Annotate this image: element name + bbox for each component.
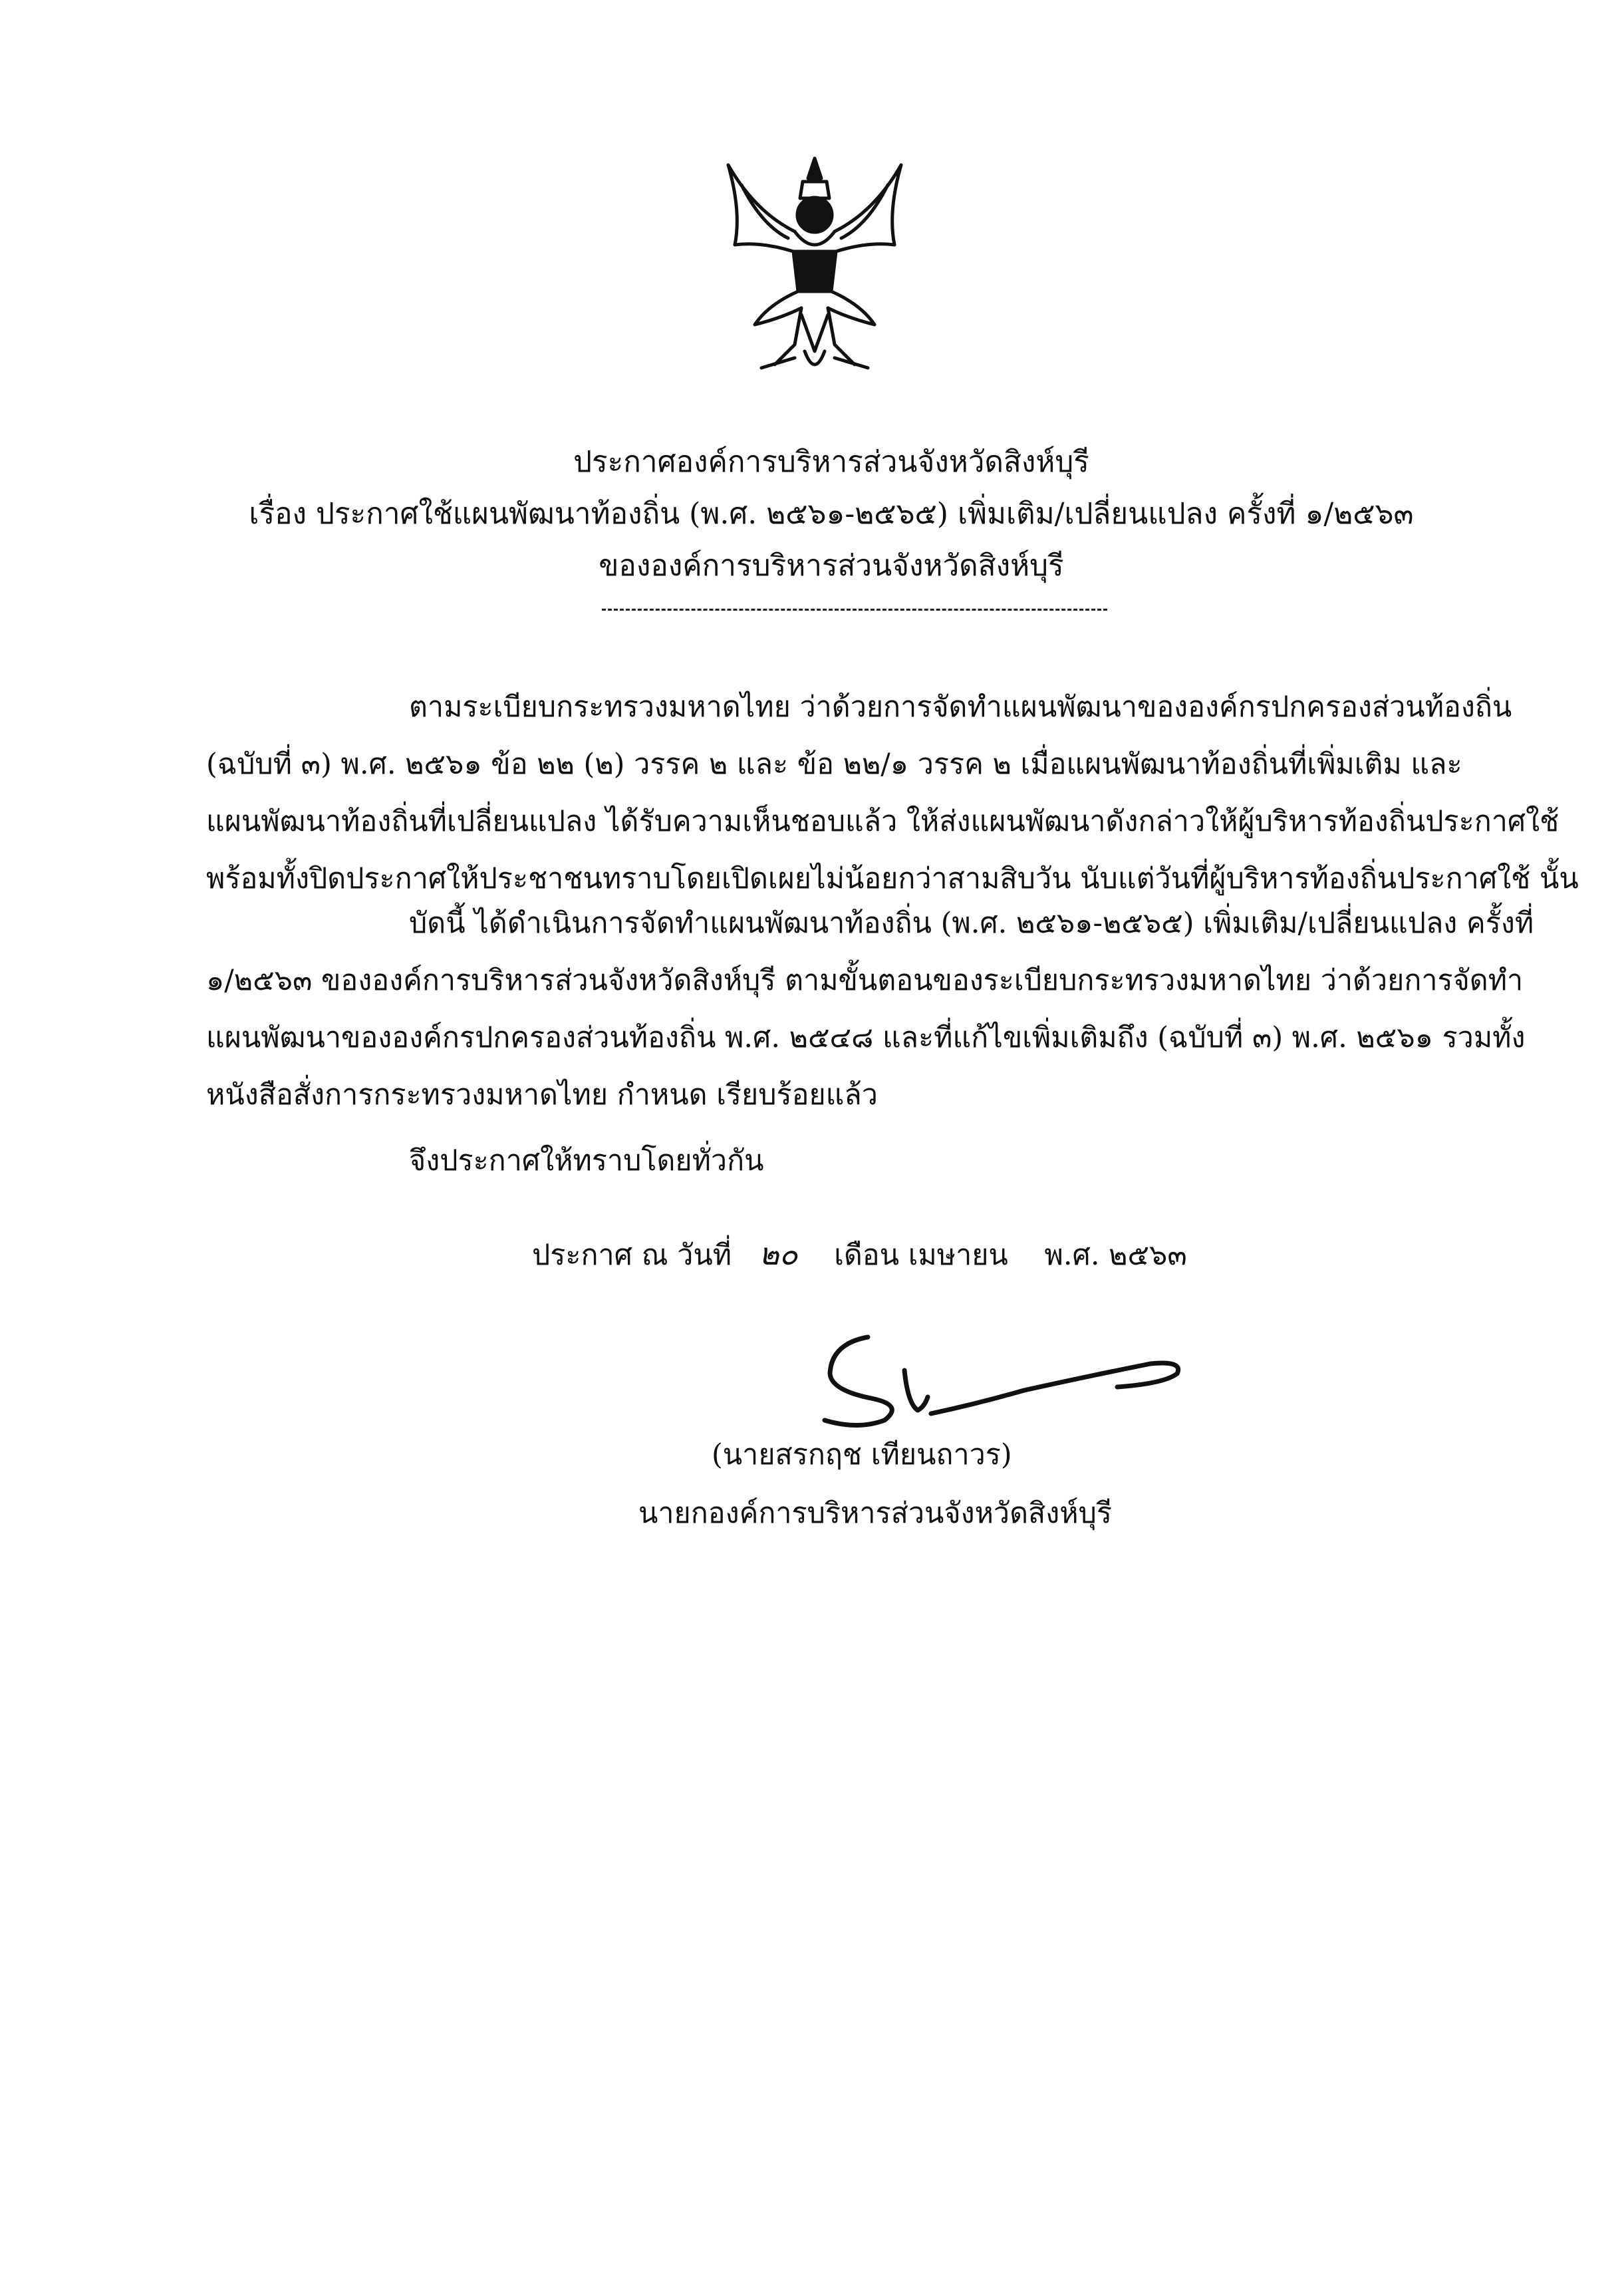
- garuda-emblem: [715, 152, 914, 384]
- date-prefix: ประกาศ ณ วันที่: [532, 1239, 732, 1272]
- paragraph-2-line: ๑/๒๕๖๓ ขององค์การบริหารส่วนจังหวัดสิงห์บุรี ตามขั้นตอนของระเบียบกระทรวงมหาดไทย ว่าด้วยการจัดทำ: [206, 964, 1524, 997]
- signer-position: นายกองค์การบริหารส่วนจังหวัดสิงห์บุรี: [638, 1497, 1112, 1530]
- paragraph-1-line: (ฉบับที่ ๓) พ.ศ. ๒๕๖๑ ข้อ ๒๒ (๒) วรรค ๒ และ ข้อ ๒๒/๑ วรรค ๒ เมื่อแผนพัฒนาท้องถิ่นที่เพิ่มเติม และ: [206, 748, 1462, 781]
- date-month: เดือน เมษายน: [834, 1239, 1008, 1272]
- paragraph-1-line: แผนพัฒนาท้องถิ่นที่เปลี่ยนแปลง ได้รับความเห็นชอบแล้ว ให้ส่งแผนพัฒนาดังกล่าวให้ผู้บริหารท้องถิ่นประกาศใช้: [206, 805, 1559, 838]
- signature-mark: [805, 1324, 1190, 1430]
- paragraph-1: [206, 679, 1579, 918]
- paragraph-1-line: พร้อมทั้งปิดประกาศให้ประชาชนทราบโดยเปิดเผยไม่น้อยกว่าสามสิบวัน นับแต่วันที่ผู้บริหารท้องถิ่นประกาศใช้ นั้น: [206, 862, 1579, 895]
- date-year: พ.ศ. ๒๕๖๓: [1044, 1239, 1187, 1272]
- announcement-subject-cont: ขององค์การบริหารส่วนจังหวัดสิงห์บุรี: [599, 549, 1064, 583]
- date-day: ๒๐: [759, 1236, 798, 1272]
- paragraph-2: [206, 895, 1534, 1134]
- paragraph-2-line: บัดนี้ ได้ดำเนินการจัดทำแผนพัฒนาท้องถิ่น (พ.ศ. ๒๕๖๑-๒๕๖๕) เพิ่มเติม/เปลี่ยนแปลง ครั้งที่: [409, 907, 1534, 940]
- divider-line: [602, 609, 1107, 611]
- paragraph-2-line: แผนพัฒนาขององค์กรปกครองส่วนท้องถิ่น พ.ศ. ๒๕๔๘ และที่แก้ไขเพิ่มเติมถึง (ฉบับที่ ๓) พ.ศ. ๒๕๖๑ รวมทั้ง: [206, 1021, 1526, 1054]
- announcement-subject: เรื่อง ประกาศใช้แผนพัฒนาท้องถิ่น (พ.ศ. ๒๕๖๑-๒๕๖๕) เพิ่มเติม/เปลี่ยนแปลง ครั้งที่ ๑/๒๕๖๓: [249, 497, 1414, 531]
- date-line: [532, 1231, 1187, 1279]
- paragraph-1-line: ตามระเบียบกระทรวงมหาดไทย ว่าด้วยการจัดทำแผนพัฒนาขององค์กรปกครองส่วนท้องถิ่น: [409, 690, 1512, 724]
- closing-line: จึงประกาศให้ทราบโดยทั่วกัน: [409, 1144, 764, 1177]
- signer-name: (นายสรกฤช เทียนถาวร): [712, 1438, 1012, 1471]
- paragraph-2-line: หนังสือสั่งการกระทรวงมหาดไทย กำหนด เรียบร้อยแล้ว: [206, 1078, 878, 1112]
- announcement-title: ประกาศองค์การบริหารส่วนจังหวัดสิงห์บุรี: [573, 445, 1089, 479]
